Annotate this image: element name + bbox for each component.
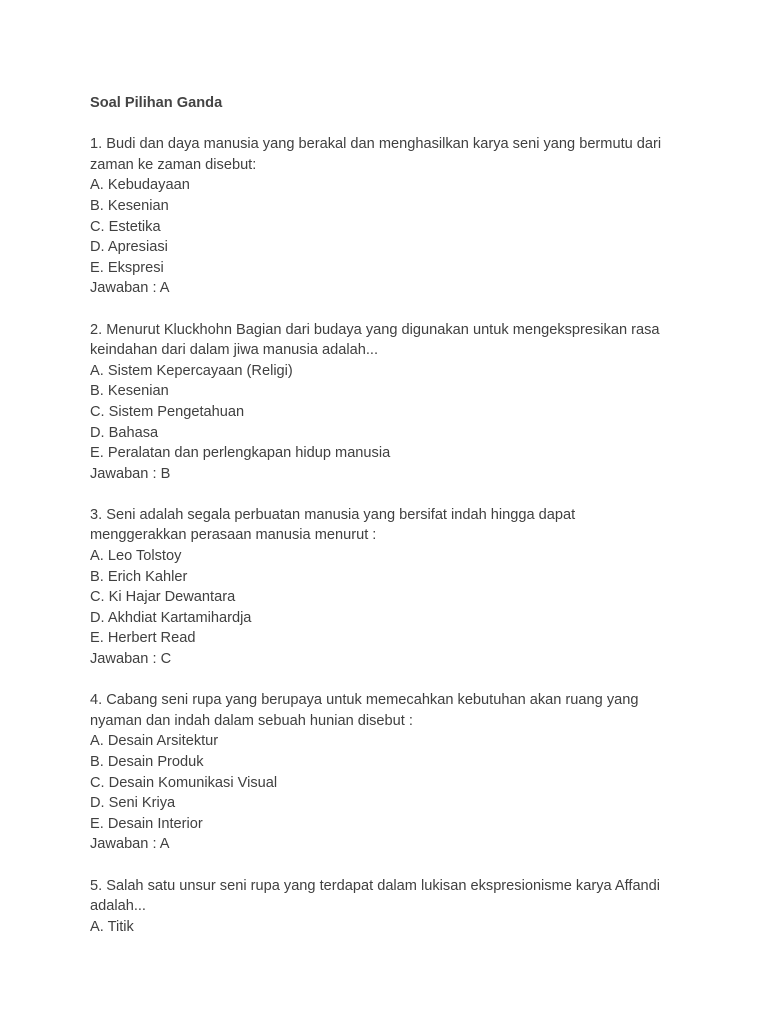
option-b: B. Kesenian (90, 197, 169, 214)
question-text-line: zaman ke zaman disebut: (90, 156, 257, 173)
document-page (90, 93, 690, 958)
option-b: B. Desain Produk (90, 754, 204, 770)
option-a: A. Kebudayaan (90, 177, 190, 194)
option-d: D. Apresiasi (90, 239, 168, 256)
option-a: A. Leo Tolstoy (90, 548, 182, 565)
question-text-line: 5. Salah satu unsur seni rupa yang terdapat dalam lukisan ekspresionisme karya Affandi (90, 877, 661, 894)
option-d: D. Seni Kriya (90, 795, 176, 812)
option-c: C. Desain Komunikasi Visual (90, 774, 278, 791)
document-title: Soal Pilihan Ganda (90, 95, 223, 111)
answer-key: Jawaban : B (90, 465, 171, 482)
answer-key: Jawaban : A (90, 280, 170, 297)
question-text-line: keindahan dari dalam jiwa manusia adalah... (90, 342, 378, 359)
question-text-line: nyaman dan indah dalam sebuah hunian disebut : (90, 712, 413, 729)
option-e: E. Herbert Read (90, 630, 196, 647)
question-1 (90, 134, 690, 299)
option-e: E. Ekspresi (90, 259, 164, 276)
option-a: A. Sistem Kepercayaan (Religi) (90, 362, 293, 379)
option-d: D. Akhdiat Kartamihardja (90, 609, 252, 626)
question-text-line: adalah... (90, 898, 146, 915)
option-d: D. Bahasa (90, 424, 159, 441)
question-5 (90, 876, 690, 938)
question-text-line: 2. Menurut Kluckhohn Bagian dari budaya yang digunakan untuk mengekspresikan rasa (90, 321, 660, 338)
option-c: C. Ki Hajar Dewantara (90, 589, 236, 606)
option-a: A. Desain Arsitektur (90, 733, 219, 750)
answer-key: Jawaban : C (90, 651, 172, 668)
answer-key: Jawaban : A (90, 836, 170, 853)
option-c: C. Sistem Pengetahuan (90, 403, 245, 420)
option-a: A. Titik (90, 918, 134, 935)
question-3 (90, 505, 690, 670)
question-text-line: 4. Cabang seni rupa yang berupaya untuk memecahkan kebutuhan akan ruang yang (90, 692, 639, 709)
option-c: C. Estetika (90, 218, 161, 235)
option-e: E. Peralatan dan perlengkapan hidup manusia (90, 445, 391, 462)
option-e: E. Desain Interior (90, 815, 203, 832)
option-b: B. Kesenian (90, 383, 169, 400)
option-b: B. Erich Kahler (90, 568, 188, 585)
question-text-line: menggerakkan perasaan manusia menurut : (90, 527, 377, 544)
question-text-line: 1. Budi dan daya manusia yang berakal dan menghasilkan karya seni yang bermutu dari (90, 136, 662, 153)
question-2 (90, 320, 690, 485)
question-4 (90, 690, 690, 855)
question-text-line: 3. Seni adalah segala perbuatan manusia yang bersifat indah hingga dapat (90, 506, 576, 523)
